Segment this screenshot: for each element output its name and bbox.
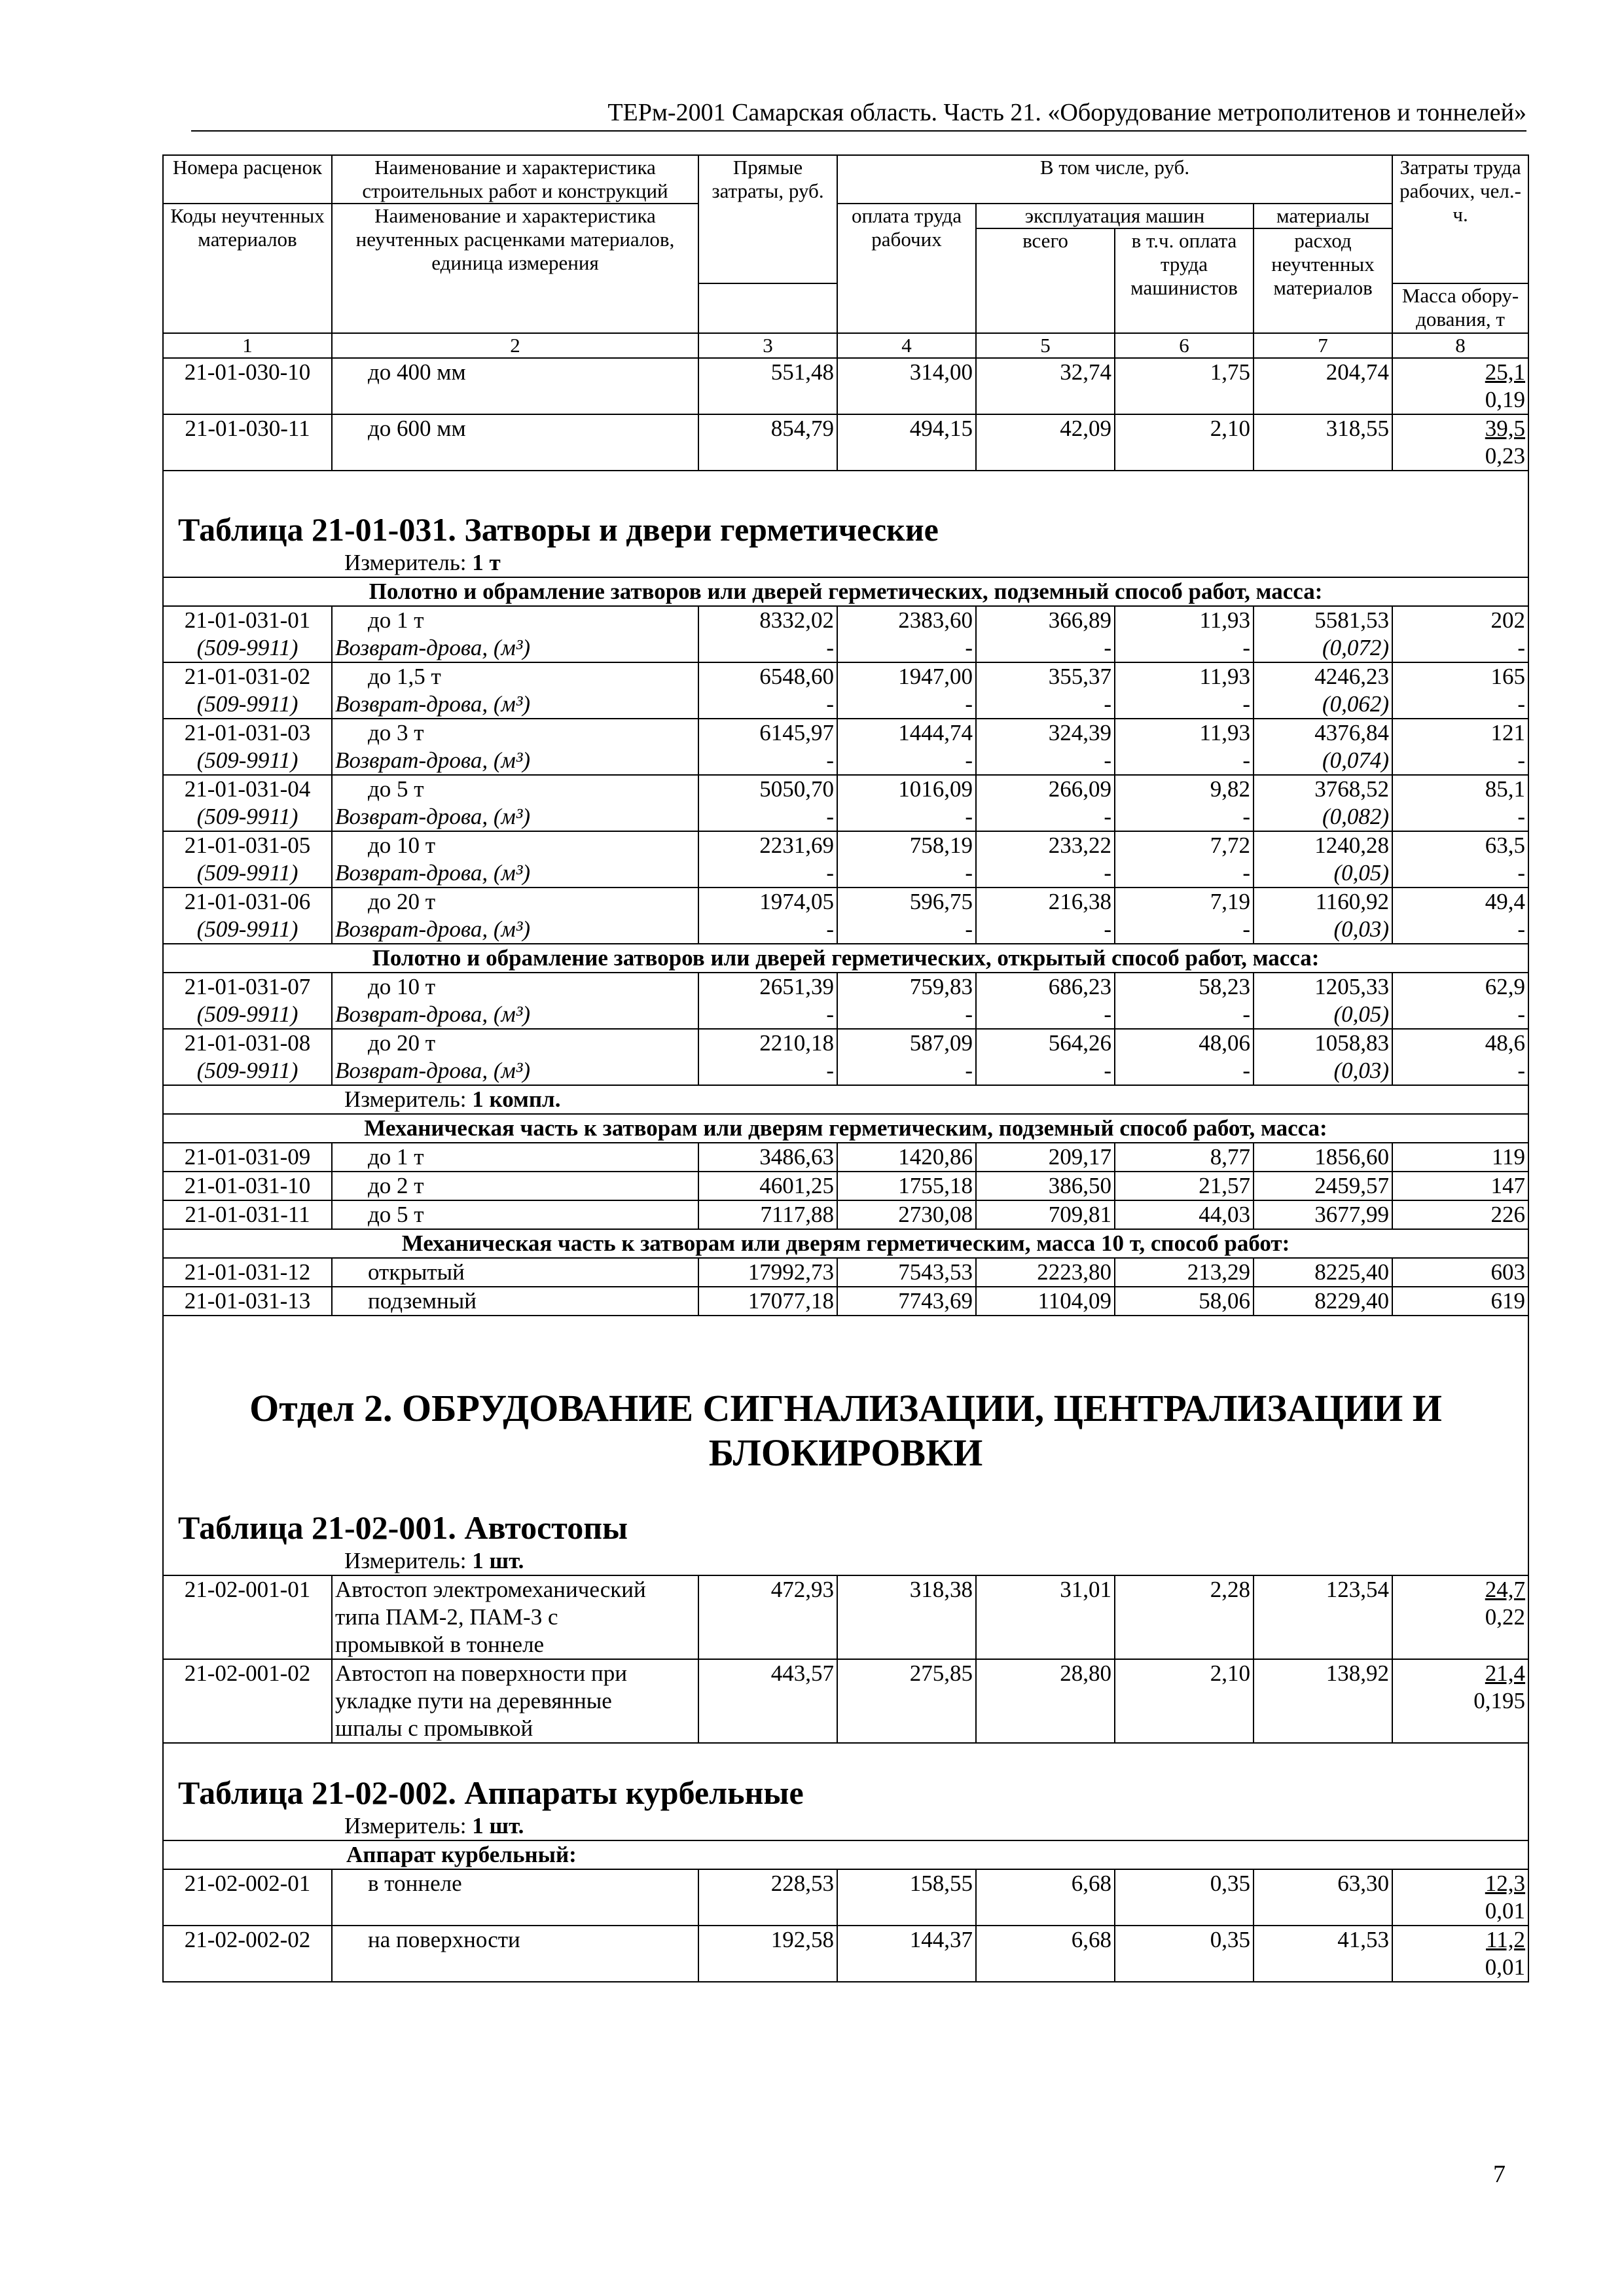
dash: - [1104,1001,1111,1027]
direct-costs: 228,53 [698,1869,837,1926]
rates-table [162,154,1529,1982]
material-code: (509-9911) [196,916,298,942]
machines-total: 709,81 [976,1200,1115,1229]
materials: 2459,57 [1254,1172,1392,1200]
machines-total: 324,39 [1048,720,1111,745]
header-rule [191,130,1526,132]
materials: 8229,40 [1254,1287,1392,1316]
rate-code: 21-01-031-07 [184,974,311,999]
labor-hours: 619 [1392,1287,1528,1316]
col-number: 5 [976,333,1115,358]
head-vsego: всего [976,228,1115,333]
direct-costs: 1974,05 [759,889,834,914]
rate-name: до 1 т [368,607,424,633]
materials: 1205,33 [1314,974,1390,999]
dash: - [1517,747,1526,773]
rate-code: 21-01-031-06 [184,889,311,914]
machines-total: 386,50 [976,1172,1115,1200]
material-code: (509-9911) [196,860,298,886]
section-title-line2: БЛОКИРОВКИ [708,1431,983,1474]
group-spacer [163,1840,332,1869]
material-code: (509-9911) [196,691,298,717]
rate-code: 21-02-001-02 [163,1659,332,1743]
col-number: 3 [698,333,837,358]
measure-row [163,1085,1528,1114]
rate-name: до 1,5 т [368,664,441,689]
operators-pay: 11,93 [1199,720,1250,745]
machines-total: 355,37 [1048,664,1111,689]
measure-value: 1 шт. [472,1813,524,1839]
dash: - [1517,635,1526,660]
labor-hours: 63,5 [1485,833,1526,858]
machines-total: 42,09 [976,414,1115,471]
measure-row [163,1547,1528,1575]
head-naimenovanie: Наименование и характеристика строительных работ и конструкций [332,155,698,204]
rate-code: 21-02-001-01 [163,1575,332,1659]
material-qty: (0,03) [1333,916,1390,942]
machines-total: 233,22 [1048,833,1111,858]
labor-pay: 596,75 [909,889,973,914]
dash: - [826,1001,834,1027]
materials: 3677,99 [1254,1200,1392,1229]
rate-name: до 2 т [332,1172,698,1200]
col-number: 8 [1392,333,1528,358]
material-name: Возврат-дрова, (м³) [335,747,530,773]
labor-pay: 758,19 [909,833,973,858]
table-row [163,358,1528,414]
labor-pay: 1016,09 [898,776,973,802]
table-row [163,831,1528,888]
operators-pay: 11,93 [1199,607,1250,633]
material-qty: (0,072) [1322,635,1390,660]
labor-hours: 62,9 [1485,974,1526,999]
labor-hours: 226 [1392,1200,1528,1229]
rate-code: 21-01-031-08 [184,1030,311,1056]
dash: - [1242,916,1250,942]
operators-pay: 7,19 [1210,889,1250,914]
rate-name: до 400 мм [332,358,698,414]
labor-hours: 121 [1490,720,1526,745]
rate-name: Автостоп электромеханический [335,1577,646,1602]
operators-pay: 58,23 [1199,974,1250,999]
material-name: Возврат-дрова, (м³) [335,1001,530,1027]
dash: - [965,635,973,660]
dash: - [1517,804,1526,829]
dash: - [1104,747,1111,773]
table-001-title: Таблица 21-02-001. Автостопы [163,1479,1528,1547]
table-row [163,888,1528,944]
labor-hours: 603 [1392,1258,1528,1287]
table-002-title: Таблица 21-02-002. Аппараты курбельные [163,1743,1528,1812]
direct-costs: 854,79 [698,414,837,471]
materials: 123,54 [1254,1575,1392,1659]
operators-pay: 2,10 [1115,1659,1254,1743]
material-code: (509-9911) [196,1001,298,1027]
direct-costs: 551,48 [698,358,837,414]
dash: - [1242,635,1250,660]
labor-pay: 1755,18 [837,1172,976,1200]
measure-row [163,1812,1528,1840]
equipment-mass: 0,23 [1485,443,1526,469]
material-code: (509-9911) [196,635,298,660]
dash: - [1104,1058,1111,1083]
rate-code: 21-01-031-01 [184,607,311,633]
table-row [163,606,1528,662]
equipment-mass: 0,19 [1485,387,1526,412]
labor-pay: 144,37 [837,1926,976,1982]
measure-label: Измеритель: [344,1813,473,1839]
machines-total: 32,74 [976,358,1115,414]
labor-hours: 12,3 [1485,1871,1526,1896]
direct-costs: 2651,39 [759,974,834,999]
measure-value: 1 т [472,550,501,575]
material-qty: (0,082) [1322,804,1390,829]
labor-hours: 25,1 [1485,359,1526,385]
equipment-mass: 0,01 [1485,1898,1526,1924]
group-header: Полотно и обрамление затворов или дверей герметических, открытый способ работ, масса: [163,944,1528,973]
operators-pay: 1,75 [1115,358,1254,414]
labor-hours: 119 [1392,1143,1528,1172]
head-pryamye-cont [698,283,837,333]
dash: - [965,747,973,773]
machines-total: 1104,09 [976,1287,1115,1316]
operators-pay: 9,82 [1210,776,1250,802]
dash: - [1517,691,1526,717]
head-pryamye: Прямые затраты, руб. [698,155,837,283]
table-row [163,414,1528,471]
labor-pay: 759,83 [909,974,973,999]
machines-total: 209,17 [976,1143,1115,1172]
rate-name: в тоннеле [332,1869,698,1926]
table-row [163,973,1528,1029]
rate-name: до 10 т [368,974,436,999]
col-number: 7 [1254,333,1392,358]
measure-label: Измеритель: [344,1548,473,1573]
labor-hours: 11,2 [1486,1927,1526,1952]
materials: 4376,84 [1314,720,1390,745]
materials: 204,74 [1254,358,1392,414]
head-oplata-truda: оплата труда рабочих [837,204,976,333]
rate-code: 21-01-031-09 [163,1143,332,1172]
dash: - [826,635,834,660]
col-number: 2 [332,333,698,358]
operators-pay: 48,06 [1199,1030,1250,1056]
labor-pay: 158,55 [837,1869,976,1926]
labor-hours: 24,7 [1485,1577,1526,1602]
rate-code: 21-01-031-11 [163,1200,332,1229]
rate-name: до 20 т [368,889,436,914]
head-rashod: расход неучтенных материалов [1254,228,1392,333]
labor-pay: 1420,86 [837,1143,976,1172]
dash: - [965,916,973,942]
dash: - [1517,916,1526,942]
machines-total: 2223,80 [976,1258,1115,1287]
direct-costs: 2210,18 [759,1030,834,1056]
operators-pay: 11,93 [1199,664,1250,689]
materials: 1058,83 [1314,1030,1390,1056]
table-row [163,1926,1528,1982]
rate-name: до 10 т [368,833,436,858]
operators-pay: 0,35 [1115,1869,1254,1926]
dash: - [1104,916,1111,942]
dash: - [826,860,834,886]
rate-code: 21-01-030-11 [163,414,332,471]
table-row [163,1659,1528,1743]
dash: - [1104,804,1111,829]
rate-name: укладке пути на деревянные [335,1688,612,1713]
group-header: Аппарат курбельный: [332,1840,1528,1869]
labor-pay: 1444,74 [898,720,973,745]
materials: 138,92 [1254,1659,1392,1743]
dash: - [1242,1001,1250,1027]
table-row [163,1029,1528,1085]
table-row [163,1258,1528,1287]
col-number: 4 [837,333,976,358]
labor-hours: 39,5 [1485,416,1526,441]
rate-name: до 5 т [332,1200,698,1229]
material-qty: (0,074) [1322,747,1390,773]
dash: - [1242,747,1250,773]
materials: 8225,40 [1254,1258,1392,1287]
table-row [163,1575,1528,1659]
labor-pay: 7743,69 [837,1287,976,1316]
material-name: Возврат-дрова, (м³) [335,804,530,829]
materials: 1240,28 [1314,833,1390,858]
dash: - [826,804,834,829]
materials: 41,53 [1254,1926,1392,1982]
labor-hours: 21,4 [1485,1660,1526,1686]
machines-total: 28,80 [976,1659,1115,1743]
materials: 1856,60 [1254,1143,1392,1172]
rate-code: 21-01-031-12 [163,1258,332,1287]
equipment-mass: 0,01 [1485,1954,1526,1980]
operators-pay: 8,77 [1115,1143,1254,1172]
measure-label: Измеритель: [344,1086,473,1112]
dash: - [1104,635,1111,660]
dash: - [965,804,973,829]
measure-value: 1 компл. [472,1086,561,1112]
operators-pay: 21,57 [1115,1172,1254,1200]
labor-pay: 494,15 [837,414,976,471]
rate-name: до 5 т [368,776,424,802]
operators-pay: 2,28 [1115,1575,1254,1659]
rate-code: 21-01-031-03 [184,720,311,745]
table-row [163,1143,1528,1172]
labor-pay: 587,09 [909,1030,973,1056]
direct-costs: 6548,60 [759,664,834,689]
material-name: Возврат-дрова, (м³) [335,916,530,942]
direct-costs: 8332,02 [759,607,834,633]
head-massa: Масса обору-дования, т [1392,283,1528,333]
materials: 3768,52 [1314,776,1390,802]
table-row [163,1200,1528,1229]
head-kody: Коды неучтенных материалов [163,204,332,333]
labor-hours: 202 [1490,607,1526,633]
rate-code: 21-01-031-02 [184,664,311,689]
machines-total: 31,01 [976,1575,1115,1659]
materials: 1160,92 [1315,889,1390,914]
machines-total: 266,09 [1048,776,1111,802]
machines-total: 6,68 [976,1926,1115,1982]
rate-code: 21-01-031-05 [184,833,311,858]
labor-pay: 318,38 [837,1575,976,1659]
dash: - [1517,1001,1526,1027]
material-code: (509-9911) [196,1058,298,1083]
labor-pay: 1947,00 [898,664,973,689]
labor-pay: 314,00 [837,358,976,414]
dash: - [1242,860,1250,886]
labor-hours: 49,4 [1485,889,1526,914]
dash: - [1104,860,1111,886]
material-qty: (0,03) [1333,1058,1390,1083]
equipment-mass: 0,22 [1485,1604,1526,1630]
material-name: Возврат-дрова, (м³) [335,860,530,886]
material-name: Возврат-дрова, (м³) [335,635,530,660]
machines-total: 564,26 [1048,1030,1111,1056]
direct-costs: 7117,88 [698,1200,837,1229]
direct-costs: 6145,97 [759,720,834,745]
material-name: Возврат-дрова, (м³) [335,1058,530,1083]
rate-code: 21-02-002-01 [163,1869,332,1926]
head-v-tom-chisle: В том числе, руб. [837,155,1392,204]
rate-name: до 1 т [332,1143,698,1172]
rate-name: открытый [332,1258,698,1287]
materials: 4246,23 [1314,664,1390,689]
rate-code: 21-01-031-04 [184,776,311,802]
labor-hours: 85,1 [1485,776,1526,802]
labor-hours: 147 [1392,1172,1528,1200]
rate-code: 21-02-002-02 [163,1926,332,1982]
table-row [163,662,1528,719]
dash: - [1242,1058,1250,1083]
measure-label: Измеритель: [344,550,473,575]
machines-total: 216,38 [1048,889,1111,914]
operators-pay: 7,72 [1210,833,1250,858]
rate-name: до 3 т [368,720,424,745]
operators-pay: 0,35 [1115,1926,1254,1982]
col-number: 1 [163,333,332,358]
dash: - [1517,860,1526,886]
dash: - [965,1001,973,1027]
operators-pay: 58,06 [1115,1287,1254,1316]
dash: - [965,691,973,717]
labor-pay: 2383,60 [898,607,973,633]
materials: 63,30 [1254,1869,1392,1926]
direct-costs: 5050,70 [759,776,834,802]
table-row [163,775,1528,831]
machines-total: 366,89 [1048,607,1111,633]
page-number: 7 [1493,2161,1506,2188]
dash: - [1517,1058,1526,1083]
rate-code: 21-01-031-10 [163,1172,332,1200]
direct-costs: 443,57 [698,1659,837,1743]
operators-pay: 44,03 [1115,1200,1254,1229]
material-qty: (0,05) [1333,1001,1390,1027]
table-row [163,1172,1528,1200]
section-title-line1: Отдел 2. ОБРУДОВАНИЕ СИГНАЛИЗАЦИИ, ЦЕНТРАЛИЗАЦИИ И [249,1387,1442,1429]
dash: - [1242,804,1250,829]
head-ekspluataciya: эксплуатация машин [976,204,1254,228]
materials: 5581,53 [1314,607,1390,633]
rate-name: на поверхности [332,1926,698,1982]
labor-pay: 2730,08 [837,1200,976,1229]
labor-pay: 7543,53 [837,1258,976,1287]
col-number: 6 [1115,333,1254,358]
direct-costs: 17077,18 [698,1287,837,1316]
table-row [163,1869,1528,1926]
dash: - [826,691,834,717]
dash: - [1104,691,1111,717]
table-row [163,1287,1528,1316]
dash: - [965,1058,973,1083]
rate-name: до 600 мм [332,414,698,471]
material-code: (509-9911) [196,804,298,829]
group-header: Механическая часть к затворам или дверям герметическим, масса 10 т, способ работ: [163,1229,1528,1258]
rate-code: 21-01-030-10 [163,358,332,414]
material-name: Возврат-дрова, (м³) [335,691,530,717]
direct-costs: 472,93 [698,1575,837,1659]
measure-value: 1 шт. [472,1548,524,1573]
machines-total: 6,68 [976,1869,1115,1926]
direct-costs: 2231,69 [759,833,834,858]
materials: 318,55 [1254,414,1392,471]
rate-name: до 20 т [368,1030,436,1056]
material-qty: (0,05) [1333,860,1390,886]
rate-name: Автостоп на поверхности при [335,1660,627,1686]
group-header: Полотно и обрамление затворов или дверей герметических, подземный способ работ, масса: [163,577,1528,606]
head-v-t-ch: в т.ч. оплата труда машинистов [1115,228,1254,333]
head-naimenovanie-neuch: Наименование и характеристика неучтенных расценками материалов, единица измерения [332,204,698,333]
rate-code: 21-01-031-13 [163,1287,332,1316]
direct-costs: 17992,73 [698,1258,837,1287]
group-header: Механическая часть к затворам или дверям герметическим, подземный способ работ, масса: [163,1114,1528,1143]
head-materialy: материалы [1254,204,1392,228]
head-zatraty-truda: Затраты труда рабочих, чел.-ч. [1392,155,1528,283]
table-031-title: Таблица 21-01-031. Затворы и двери герметические [163,471,1528,549]
direct-costs: 4601,25 [698,1172,837,1200]
head-nomera: Номера расценок [163,155,332,204]
labor-hours: 165 [1490,664,1526,689]
direct-costs: 192,58 [698,1926,837,1982]
direct-costs: 3486,63 [698,1143,837,1172]
table-row [163,719,1528,775]
dash: - [826,747,834,773]
dash: - [1242,691,1250,717]
page-header: ТЕРм-2001 Самарская область. Часть 21. «Оборудование метрополитенов и тоннелей» [607,99,1526,126]
measure-row [163,549,1528,577]
operators-pay: 213,29 [1115,1258,1254,1287]
dash: - [965,860,973,886]
rate-name: подземный [332,1287,698,1316]
labor-pay: 275,85 [837,1659,976,1743]
dash: - [826,1058,834,1083]
dash: - [826,916,834,942]
machines-total: 686,23 [1048,974,1111,999]
material-qty: (0,062) [1322,691,1390,717]
equipment-mass: 0,195 [1473,1688,1526,1713]
operators-pay: 2,10 [1115,414,1254,471]
rate-name: шпалы с промывкой [335,1715,533,1741]
material-code: (509-9911) [196,747,298,773]
rate-name: промывкой в тоннеле [335,1632,545,1657]
rate-name: типа ПАМ-2, ПАМ-3 с [335,1604,558,1630]
labor-hours: 48,6 [1485,1030,1526,1056]
